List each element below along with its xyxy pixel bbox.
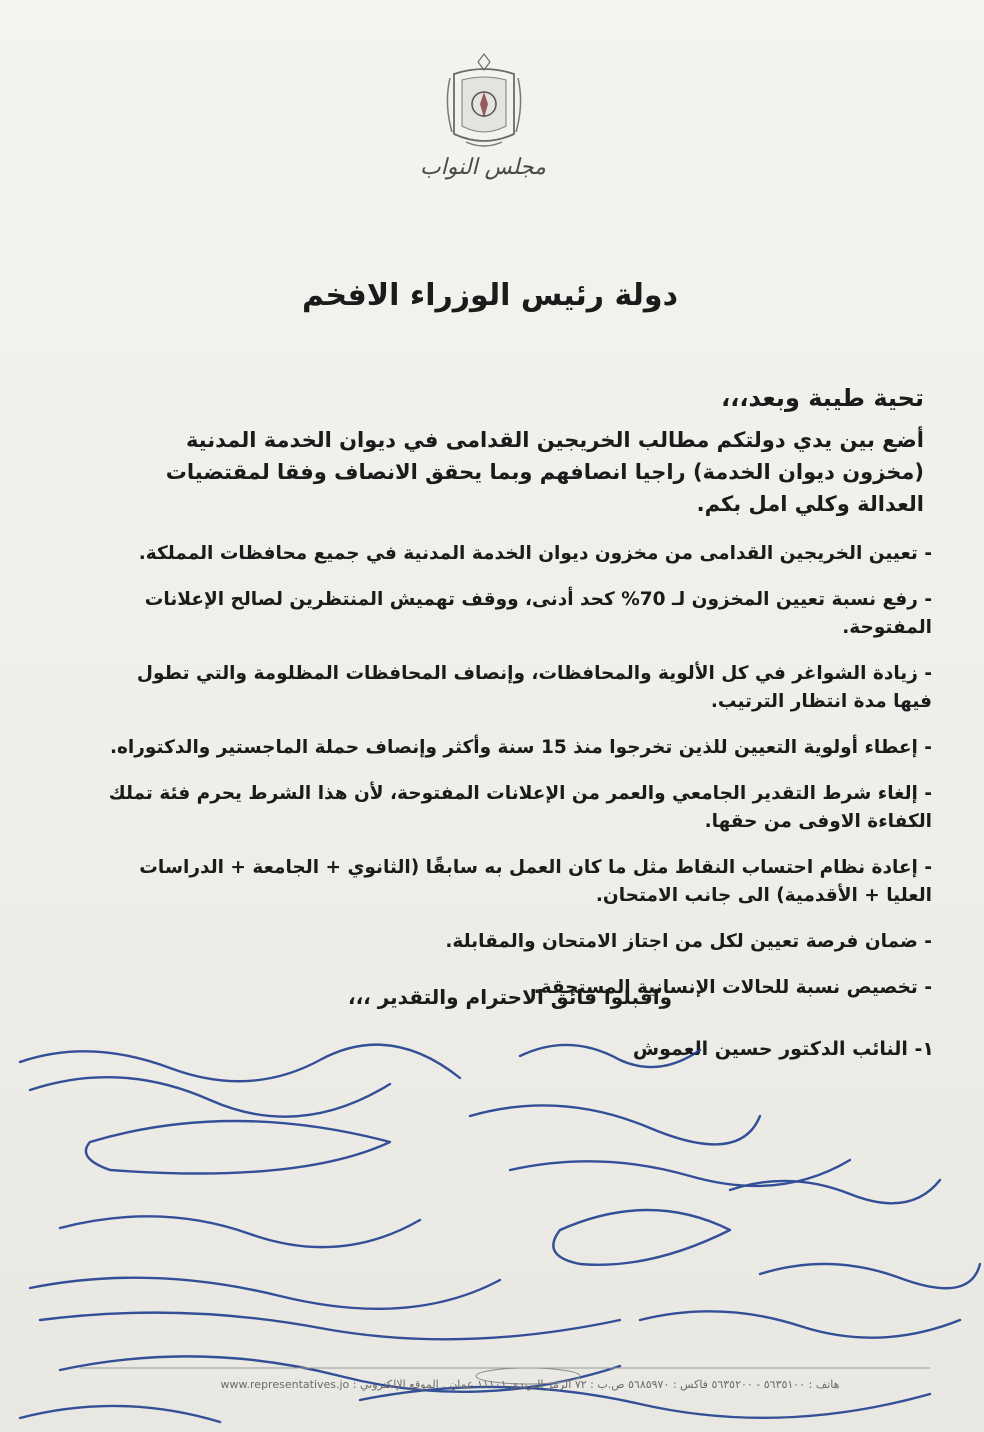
demand-item: - إعطاء أولوية التعيين للذين تخرجوا منذ 15 سنة وأكثر وإنصاف حملة الماجستير والدكتوراه.: [109, 737, 932, 758]
demand-item: - رفع نسبة تعيين المخزون لـ 70% كحد أدنى، ووقف تهميش المنتظرين لصالح الإعلانات المفتوحة.: [144, 589, 932, 638]
demand-item: - تخصيص نسبة للحالات الإنسانية المستحقة.: [533, 977, 932, 998]
intro-paragraph: أضع بين يدي دولتكم مطالب الخريجين القدامى في ديوان الخدمة المدنية (مخزون ديوان الخدمة) راجيا انصافهم وبما يحقق الانصاف وفقا لمقتضيات العدالة وكلي امل بكم.: [165, 428, 924, 516]
demand-item: - إعادة نظام احتساب النقاط مثل ما كان العمل به سابقًا (الثانوي + الجامعة + الدراسات العليا + الأقدمية) الى جانب الامتحان.: [139, 857, 932, 906]
official-stamp-icon: [0, 1360, 984, 1432]
first-signatory: ١- النائب الدكتور حسين العموش: [632, 1038, 934, 1060]
demands-list: [102, 540, 932, 1020]
demand-item: - ضمان فرصة تعيين لكل من اجتاز الامتحان والمقابلة.: [445, 931, 932, 952]
demand-item: - تعيين الخريجين القدامى من مخزون ديوان الخدمة المدنية في جميع محافظات المملكة.: [138, 543, 932, 564]
demand-item: - زيادة الشواغر في كل الألوية والمحافظات، وإنصاف المحافظات المظلومة والتي تطول فيها مدة انتظار الترتيب.: [136, 663, 932, 712]
addressee-heading: دولة رئيس الوزراء الافخم: [302, 278, 678, 313]
footer-bar: [0, 1360, 984, 1432]
parliament-name: مجلس النواب: [420, 155, 546, 180]
footer-contact: هاتف : ٥٦٣٥١٠٠ - ٥٦٣٥٢٠٠ فاكس : ٥٦٨٥٩٧٠ ص.ب : ٧٢ الرمز البريدي ١١١٠١ عمان . الموقع الإلكتروني : www.representatives.jo: [220, 1378, 840, 1391]
closing-line: واقبلوا فائق الاحترام والتقدير ،،،: [347, 985, 673, 1009]
demand-item: - إلغاء شرط التقدير الجامعي والعمر من الإعلانات المفتوحة، لأن هذا الشرط يحرم فئة تملك الكفاءة الاوفى من حقها.: [108, 783, 932, 832]
jordan-coat-of-arms-icon: [438, 50, 530, 150]
greeting: تحية طيبة وبعد،،،: [721, 384, 924, 412]
